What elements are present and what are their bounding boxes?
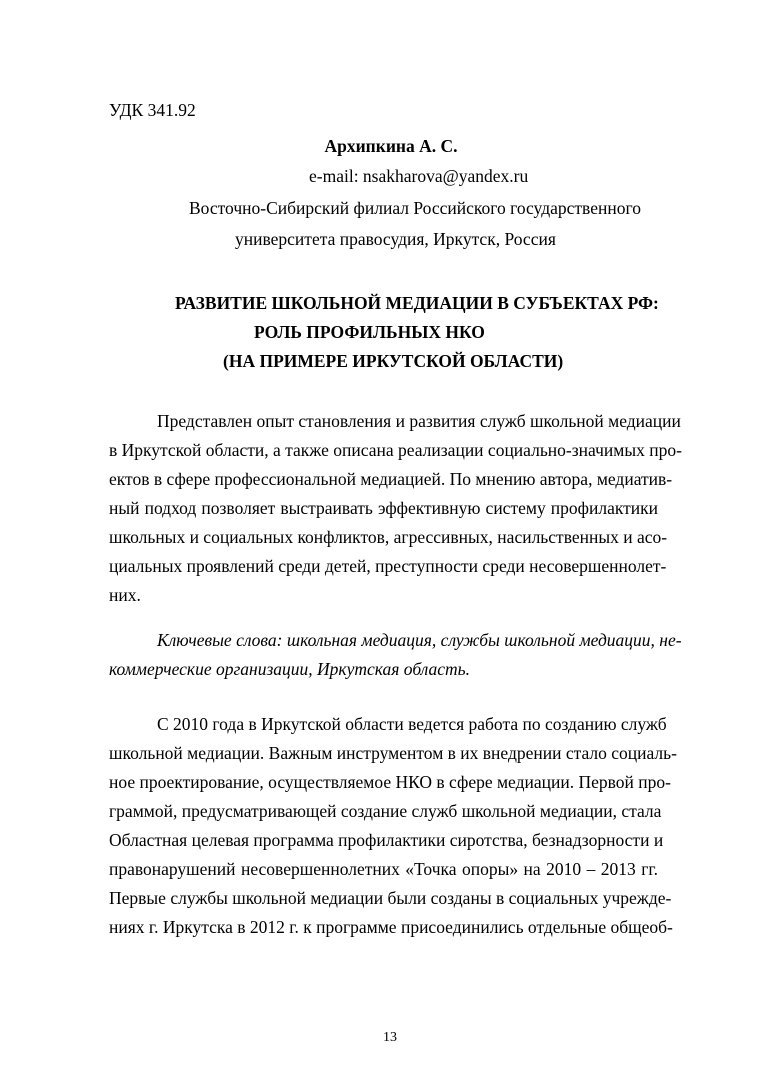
body-paragraph (109, 710, 677, 942)
abstract-line: ный подход позволяет выстраивать эффективную систему профилактики (109, 498, 658, 518)
abstract-line: них. (109, 585, 141, 605)
abstract-line: школьных и социальных конфликтов, агрессивных, насильственных и асо- (109, 527, 668, 547)
abstract-line: ектов в сфере профессиональной медиацией. По мнению автора, медиатив- (109, 469, 673, 489)
udk-code: УДК 341.92 (109, 100, 196, 120)
author-name: Архипкина А. С. (324, 136, 458, 156)
body-line: ное проектирование, осуществляемое НКО в сфере медиации. Первой про- (109, 772, 671, 792)
body-line: правонарушений несовершеннолетних «Точка опоры» на 2010 – 2013 гг. (109, 859, 658, 879)
body-line: ниях г. Иркутска в 2012 г. к программе присоединились отдельные общеоб- (109, 917, 673, 937)
title-line-2: РОЛЬ ПРОФИЛЬНЫХ НКО (254, 322, 485, 342)
affiliation-line-2: университета правосудия, Иркутск, Россия (235, 229, 556, 249)
page-number: 13 (383, 1030, 397, 1045)
body-line: школьной медиации. Важным инструментом в их внедрении стало социаль- (109, 743, 677, 763)
body-line: Областная целевая программа профилактики сиротства, безнадзорности и (109, 830, 664, 850)
keywords-line: Ключевые слова: школьная медиация, службы школьной медиации, не- (157, 630, 682, 650)
title-line-3: (НА ПРИМЕРЕ ИРКУТСКОЙ ОБЛАСТИ) (223, 351, 564, 371)
abstract-line: Представлен опыт становления и развития служб школьной медиации (157, 411, 681, 431)
abstract-line: в Иркутской области, а также описана реализации социально-значимых про- (109, 440, 682, 460)
body-line: С 2010 года в Иркутской области ведется работа по созданию служб (157, 714, 667, 734)
affiliation-line-1: Восточно-Сибирский филиал Российского государственного (189, 198, 641, 218)
keywords-paragraph (109, 626, 682, 684)
abstract-paragraph (109, 407, 682, 610)
body-line: граммой, предусматривающей создание служб школьной медиации, стала (109, 801, 662, 821)
abstract-line: циальных проявлений среди детей, преступности среди несовершеннолет- (109, 556, 667, 576)
keywords-line: коммерческие организации, Иркутская область. (109, 659, 471, 679)
body-line: Первые службы школьной медиации были созданы в социальных учрежде- (109, 888, 672, 908)
title-line-1: РАЗВИТИЕ ШКОЛЬНОЙ МЕДИАЦИИ В СУБЪЕКТАХ РФ: (175, 293, 659, 313)
author-email: e-mail: nsakharova@yandex.ru (309, 166, 529, 186)
